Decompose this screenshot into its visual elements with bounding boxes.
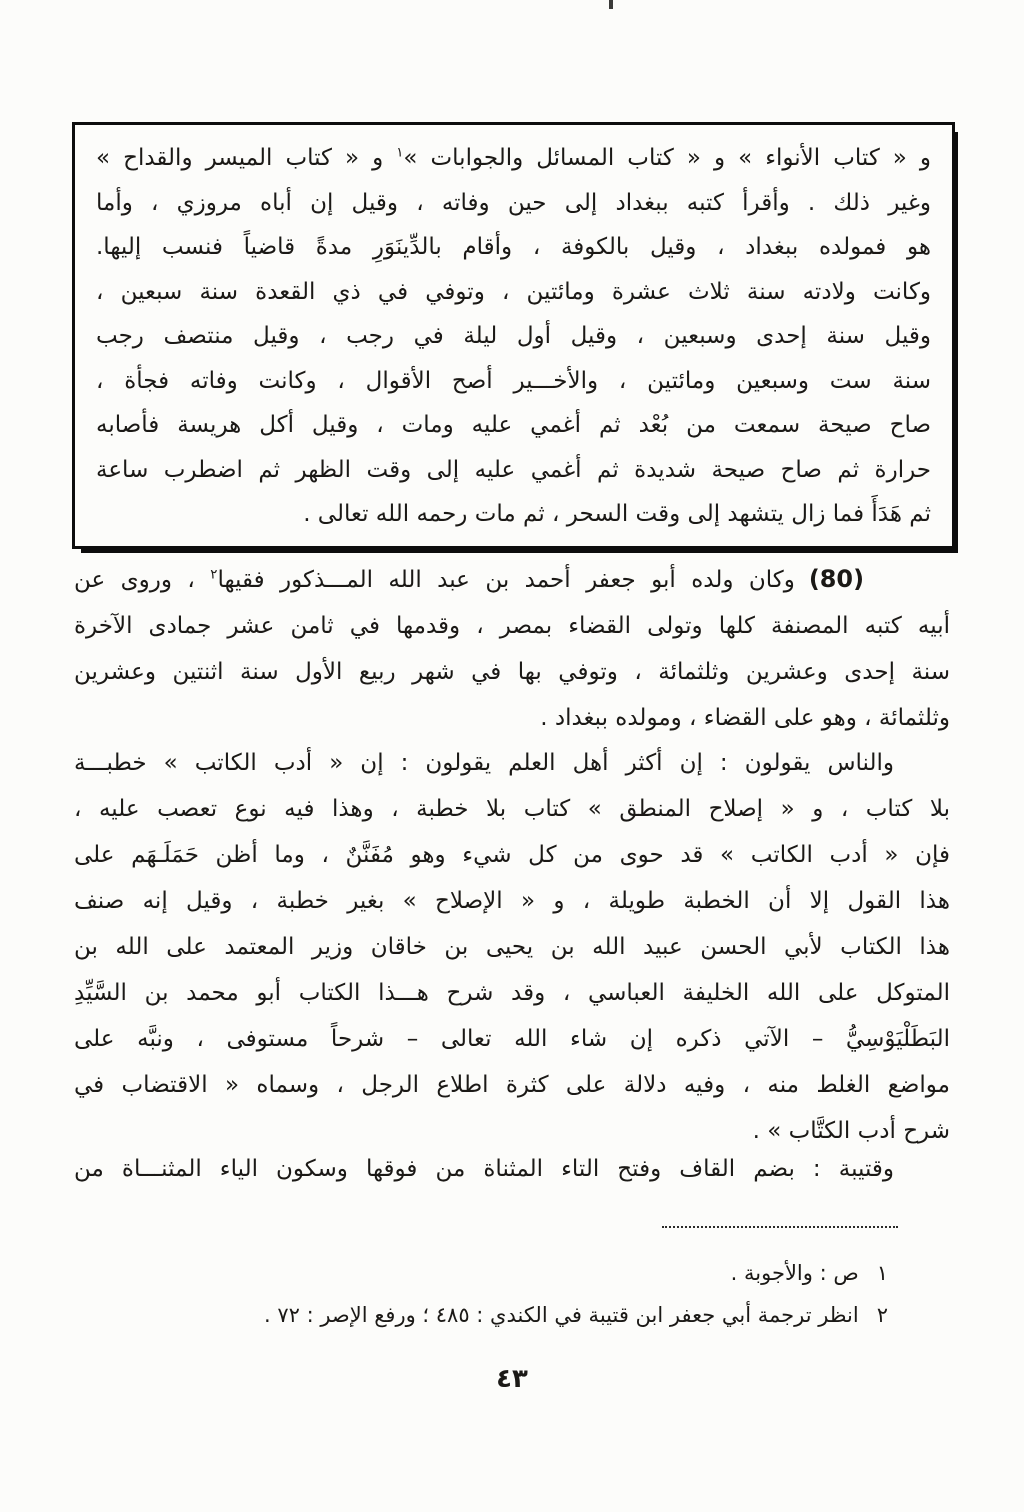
text-segment: شرح أدب الكتَّاب » . <box>752 1118 950 1144</box>
text-line <box>74 1146 950 1192</box>
text-segment: فإن « أدب الكاتب » قد حوى من كل شيء وهو مُفَنَّنٌ ، وما أظن حَمَلَـهَم على <box>74 842 950 868</box>
footnote-1 <box>74 1252 950 1294</box>
text-line <box>74 603 950 649</box>
text-line <box>96 448 931 493</box>
text-segment: البَطَلْيَوْسِيُّ – الآتي ذكره إن شاء الله تعالى – شرحاً مستوفى ، ونبَّه على <box>74 1026 950 1052</box>
text-line <box>96 492 931 537</box>
text-segment: و « كتاب الميسر والقداح » <box>96 145 397 171</box>
text-line <box>74 832 950 878</box>
text-segment: حرارة ثم صاح صيحة شديدة ثم أغمي عليه إلى وقت الظهر ثم اضطرب ساعة <box>96 456 931 483</box>
page-number: ٤٣ <box>496 1364 528 1394</box>
text-segment: صاح صيحة سمعت من بُعْد ثم أغمي عليه ومات ، وقيل أكل هريسة فأصابه <box>96 412 931 438</box>
text-line <box>96 270 931 315</box>
text-segment: هذا الكتاب لأبي الحسن عبيد الله بن يحيى بن خاقان وزير المعتمد على الله بن <box>74 934 950 960</box>
text-segment: وثلثمائة ، وهو على القضاء ، ومولده ببغداد . <box>540 705 950 731</box>
text-segment: بلا كتاب ، و « إصلاح المنطق » كتاب بلا خطبة ، وهذا فيه نوع تعصب عليه ، <box>74 796 950 822</box>
text-line <box>74 649 950 695</box>
text-segment: وقتيبة : بضم القاف وفتح التاء المثناة من فوقها وسكون الياء المثنـــاة من <box>74 1156 894 1182</box>
footnotes-section <box>74 1252 950 1336</box>
text-line <box>74 556 950 603</box>
text-segment: هو فمولده ببغداد ، وقيل بالكوفة ، وأقام بالدِّينَوَرِ مدةً قاضياً فنسب إليها. <box>96 234 931 260</box>
paragraph-people-say <box>74 740 950 1154</box>
text-line <box>96 314 931 359</box>
text-segment: أبيه كتبه المصنفة كلها وتولى القضاء بمصر ، وقدمها في ثامن عشر جمادى الآخرة <box>74 613 950 639</box>
footnote-text: انظر ترجمة أبي جعفر ابن قتيبة في الكندي : ٤٨٥ ؛ ورفع الإصر : ٧٢ . <box>263 1303 859 1327</box>
footnote-reference: ٢ <box>210 567 218 583</box>
boxed-paragraph <box>72 122 955 549</box>
text-segment: سنة ست وسبعين ومائتين ، والأخـــير أصح الأقوال ، وكانت وفاته فجأة ، <box>96 367 931 394</box>
text-line <box>74 924 950 970</box>
text-segment: وغير ذلك . وأقرأ كتبه ببغداد إلى حين وفاته ، وقيل إن أباه مروزي ، وأما <box>96 189 931 216</box>
text-line <box>96 225 931 270</box>
text-segment: وقيل سنة إحدى وسبعين ، وقيل أول ليلة في رجب ، وقيل منتصف رجب <box>96 323 931 349</box>
text-segment: ، وروى عن <box>74 567 211 593</box>
text-segment: ثم هَدَأَ فما زال يتشهد إلى وقت السحر ، ثم مات رحمه الله تعالى . <box>303 501 931 527</box>
text-line <box>74 1016 950 1062</box>
text-line <box>74 695 950 741</box>
text-segment: وكان ولده أبو جعفر أحمد بن عبد الله المـــذكور فقيها <box>217 567 795 593</box>
text-line <box>96 359 931 404</box>
text-line <box>74 740 950 786</box>
footnote-reference: ١ <box>396 145 404 161</box>
text-line <box>96 136 931 181</box>
text-line <box>74 970 950 1016</box>
footnote-text: ص : والأجوبة . <box>730 1261 859 1285</box>
text-segment: مواضع الغلط منه ، وفيه دلالة على كثرة اطلاع الرجل ، وسماه « الاقتضاب في <box>74 1072 950 1098</box>
text-segment: المتوكل على الله الخليفة العباسي ، وقد شرح هـــذا الكتاب أبو محمد بن السَّيِّدِ <box>74 980 950 1006</box>
text-segment: سنة إحدى وعشرين وثلثمائة ، وتوفي بها في شهر ربيع الأول سنة اثنتين وعشرين <box>74 659 950 685</box>
paragraph-qutayba-vocalization <box>74 1146 950 1192</box>
text-line <box>74 786 950 832</box>
footnote-marker: ٢ <box>876 1303 888 1327</box>
footnote-separator <box>662 1226 898 1228</box>
text-segment: و « كتاب الأنواء » و « كتاب المسائل والجوابات » <box>403 145 931 171</box>
text-segment: وكانت ولادته سنة ثلاث عشرة ومائتين ، وتوفي في ذي القعدة سنة سبعين ، <box>96 278 931 305</box>
scan-artifact-tick <box>609 0 613 9</box>
paragraph-entry-80 <box>74 556 950 741</box>
text-line <box>74 878 950 924</box>
text-segment: هذا القول إلا أن الخطبة طويلة ، و « الإصلاح » بغير خطبة ، وقيل إنه صنف <box>74 888 950 914</box>
entry-number: (80) <box>808 565 864 593</box>
footnote-2 <box>74 1294 950 1336</box>
text-segment: والناس يقولون : إن أكثر أهل العلم يقولون : إن « أدب الكاتب » خطبـــة <box>74 750 894 776</box>
text-line <box>96 403 931 448</box>
text-line <box>96 181 931 226</box>
text-line <box>74 1062 950 1108</box>
footnote-marker: ١ <box>876 1261 888 1285</box>
